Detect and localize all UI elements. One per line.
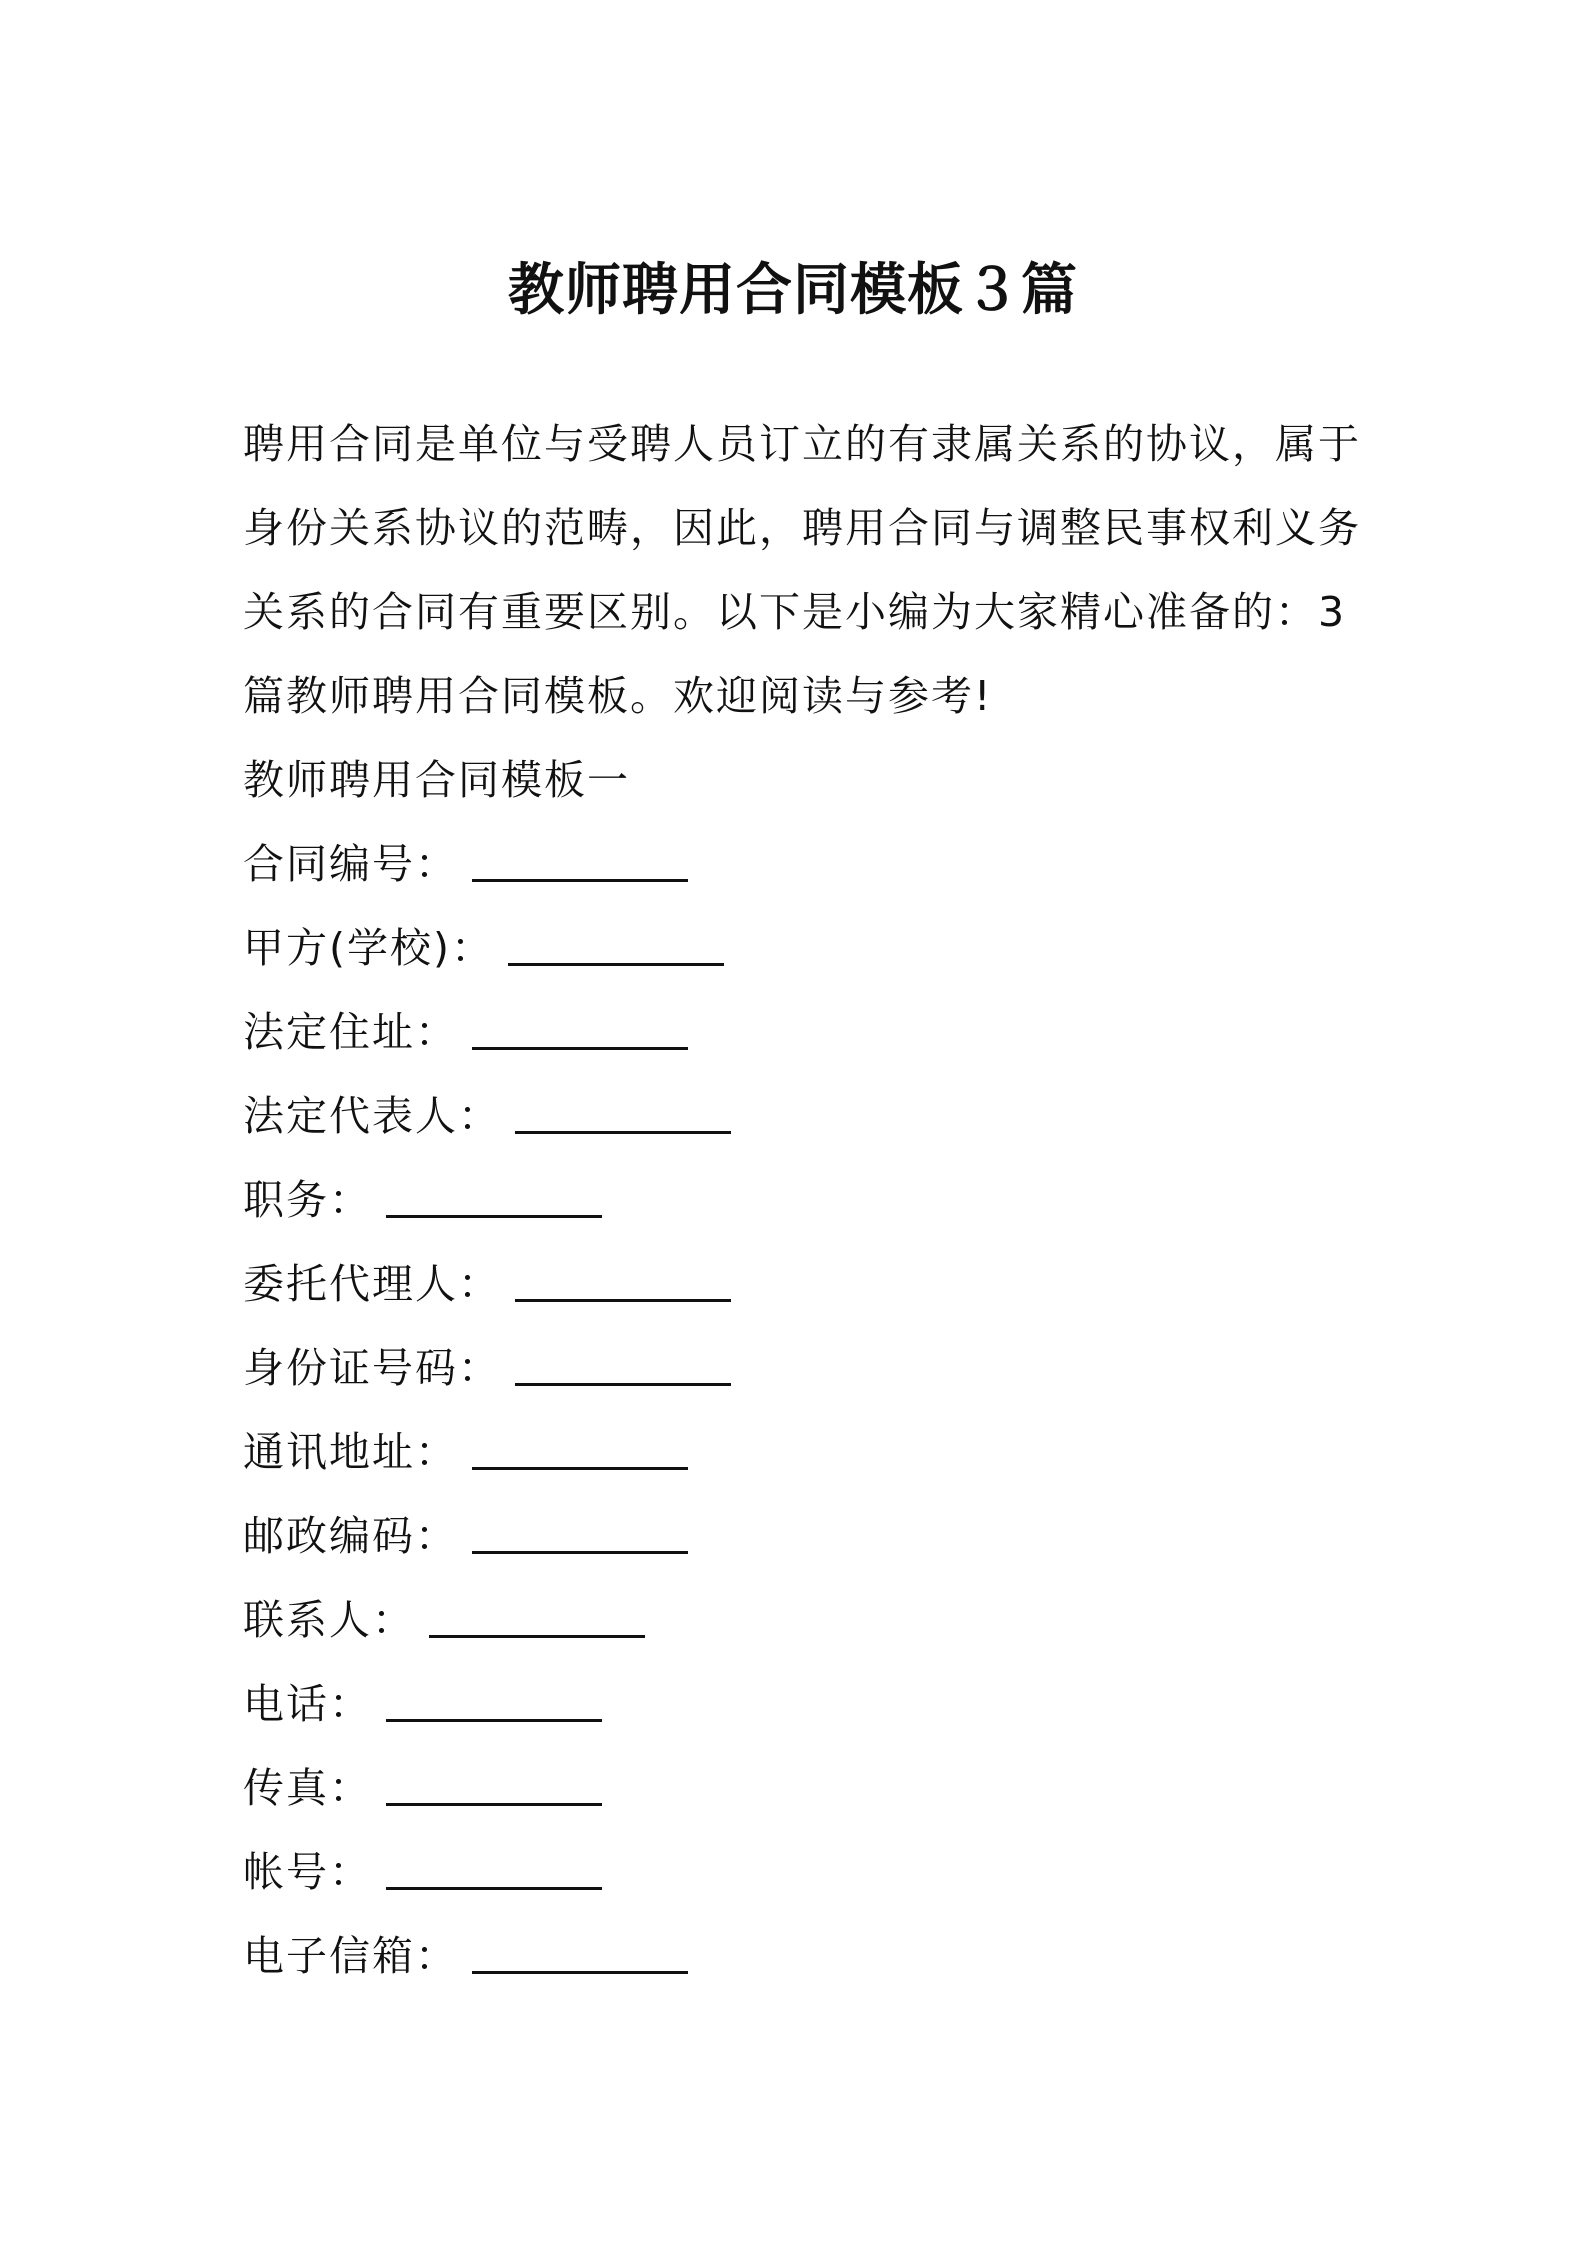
field-contact-person	[243, 1578, 731, 1662]
field-label: 通讯地址：	[243, 1428, 458, 1476]
field-account-number	[243, 1830, 731, 1914]
field-mailing-address	[243, 1410, 731, 1494]
fill-in-blank	[472, 1931, 688, 1974]
intro-paragraph	[243, 402, 1363, 738]
field-label: 法定代表人：	[243, 1092, 501, 1140]
fill-in-blank	[472, 839, 688, 882]
document-title: 教师聘用合同模板３篇	[508, 258, 1078, 323]
field-contract-number	[243, 822, 731, 906]
fill-in-blank	[472, 1427, 688, 1470]
field-label: 合同编号：	[243, 840, 458, 888]
intro-line: 身份关系协议的范畴，因此，聘用合同与调整民事权利义务	[243, 504, 1361, 552]
field-email	[243, 1914, 731, 1998]
field-position	[243, 1158, 731, 1242]
intro-line: 聘用合同是单位与受聘人员订立的有隶属关系的协议，属于	[243, 420, 1361, 468]
field-label: 邮政编码：	[243, 1512, 458, 1560]
field-phone	[243, 1662, 731, 1746]
fill-in-blank	[386, 1175, 602, 1218]
fill-in-blank	[472, 1007, 688, 1050]
field-label: 委托代理人：	[243, 1260, 501, 1308]
intro-line: 篇教师聘用合同模板。欢迎阅读与参考!	[243, 672, 993, 720]
field-label: 电话：	[243, 1680, 372, 1728]
field-fax	[243, 1746, 731, 1830]
fill-in-blank	[515, 1343, 731, 1386]
field-label: 法定住址：	[243, 1008, 458, 1056]
fill-in-blank	[429, 1595, 645, 1638]
field-label: 传真：	[243, 1764, 372, 1812]
field-label: 帐号：	[243, 1848, 372, 1896]
field-label: 甲方(学校)：	[243, 924, 494, 972]
field-label: 身份证号码：	[243, 1344, 501, 1392]
fill-in-blank	[508, 923, 724, 966]
field-postal-code	[243, 1494, 731, 1578]
field-party-a-school	[243, 906, 731, 990]
fill-in-blank	[515, 1259, 731, 1302]
field-legal-representative	[243, 1074, 731, 1158]
field-authorized-agent	[243, 1242, 731, 1326]
intro-line: 关系的合同有重要区别。以下是小编为大家精心准备的：3	[243, 588, 1347, 636]
field-label: 电子信箱：	[243, 1932, 458, 1980]
field-id-number	[243, 1326, 731, 1410]
fill-in-blank	[386, 1763, 602, 1806]
contract-field-list	[243, 822, 731, 1998]
field-label: 职务：	[243, 1176, 372, 1224]
fill-in-blank	[386, 1847, 602, 1890]
fill-in-blank	[386, 1679, 602, 1722]
field-legal-address	[243, 990, 731, 1074]
fill-in-blank	[515, 1091, 731, 1134]
fill-in-blank	[472, 1511, 688, 1554]
section-heading: 教师聘用合同模板一	[243, 756, 630, 804]
field-label: 联系人：	[243, 1596, 415, 1644]
